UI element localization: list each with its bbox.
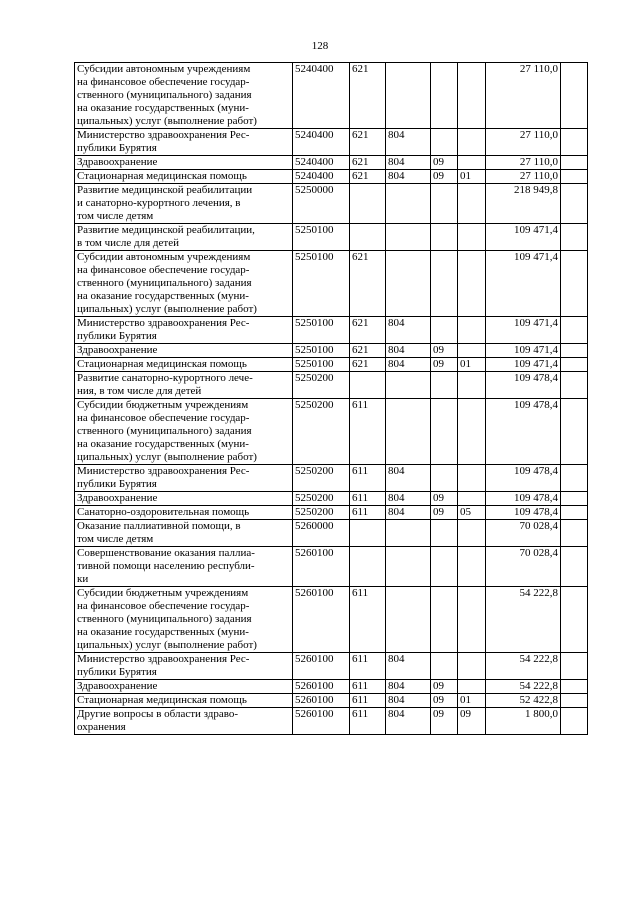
expense-type-code-cell: 611 [350, 506, 386, 520]
subsection-code-cell [458, 653, 486, 680]
department-code-cell [386, 547, 431, 587]
empty-cell [561, 465, 588, 492]
empty-cell [561, 547, 588, 587]
section-code-cell [431, 317, 458, 344]
amount-cell: 27 110,0 [486, 170, 561, 184]
section-code-cell [431, 63, 458, 129]
empty-cell [561, 344, 588, 358]
department-code-cell: 804 [386, 317, 431, 344]
subsection-code-cell [458, 465, 486, 492]
subsection-code-cell [458, 587, 486, 653]
row-name-cell: Стационарная медицинская помощь [75, 170, 293, 184]
row-name-cell: Субсидии бюджетным учреждениям на финансовое обеспечение государ- ственного (муниципального) задания на оказание государственных (муни- ципальных) услуг (выполнение работ) [75, 587, 293, 653]
department-code-cell: 804 [386, 344, 431, 358]
amount-cell: 218 949,8 [486, 184, 561, 224]
row-name-cell: Развитие медицинской реабилитации и санаторно-курортного лечения, в том числе детям [75, 184, 293, 224]
amount-cell: 27 110,0 [486, 63, 561, 129]
row-name-cell: Развитие медицинской реабилитации, в том числе для детей [75, 224, 293, 251]
empty-cell [561, 156, 588, 170]
row-name-cell: Министерство здравоохранения Рес- публики Бурятия [75, 465, 293, 492]
row-name-cell: Стационарная медицинская помощь [75, 358, 293, 372]
empty-cell [561, 317, 588, 344]
amount-cell: 70 028,4 [486, 547, 561, 587]
section-code-cell [431, 251, 458, 317]
subsection-code-cell [458, 680, 486, 694]
department-code-cell: 804 [386, 129, 431, 156]
row-name-cell: Субсидии автономным учреждениям на финансовое обеспечение государ- ственного (муниципального) задания на оказание государственных (муни- ципальных) услуг (выполнение работ) [75, 63, 293, 129]
expense-type-code-cell: 621 [350, 358, 386, 372]
amount-cell: 70 028,4 [486, 520, 561, 547]
subsection-code-cell [458, 547, 486, 587]
table-row [75, 358, 588, 372]
table-row [75, 170, 588, 184]
expense-type-code-cell: 621 [350, 317, 386, 344]
row-name-cell: Здравоохранение [75, 156, 293, 170]
subsection-code-cell [458, 344, 486, 358]
section-code-cell: 09 [431, 708, 458, 735]
expense-type-code-cell [350, 372, 386, 399]
row-name-cell: Другие вопросы в области здраво- охранения [75, 708, 293, 735]
target-article-code-cell: 5240400 [293, 129, 350, 156]
amount-cell: 54 222,8 [486, 680, 561, 694]
amount-cell: 109 471,4 [486, 358, 561, 372]
section-code-cell [431, 587, 458, 653]
department-code-cell: 804 [386, 492, 431, 506]
table-row [75, 694, 588, 708]
section-code-cell: 09 [431, 492, 458, 506]
subsection-code-cell: 01 [458, 358, 486, 372]
table-row [75, 506, 588, 520]
table-row [75, 129, 588, 156]
table-row [75, 587, 588, 653]
target-article-code-cell: 5250200 [293, 465, 350, 492]
subsection-code-cell [458, 251, 486, 317]
department-code-cell [386, 184, 431, 224]
section-code-cell [431, 224, 458, 251]
row-name-cell: Здравоохранение [75, 680, 293, 694]
table-row [75, 399, 588, 465]
department-code-cell [386, 251, 431, 317]
empty-cell [561, 372, 588, 399]
expense-type-code-cell: 611 [350, 492, 386, 506]
target-article-code-cell: 5250100 [293, 358, 350, 372]
section-code-cell [431, 465, 458, 492]
target-article-code-cell: 5250200 [293, 399, 350, 465]
expense-type-code-cell: 611 [350, 708, 386, 735]
target-article-code-cell: 5250200 [293, 506, 350, 520]
expense-type-code-cell: 611 [350, 465, 386, 492]
empty-cell [561, 63, 588, 129]
table-row [75, 224, 588, 251]
target-article-code-cell: 5250100 [293, 317, 350, 344]
row-name-cell: Стационарная медицинская помощь [75, 694, 293, 708]
page-number: 128 [311, 40, 329, 52]
amount-cell: 109 471,4 [486, 251, 561, 317]
table-row [75, 465, 588, 492]
expense-type-code-cell: 621 [350, 129, 386, 156]
department-code-cell: 804 [386, 465, 431, 492]
department-code-cell [386, 587, 431, 653]
section-code-cell [431, 520, 458, 547]
budget-table-body [75, 63, 588, 735]
row-name-cell: Развитие санаторно-курортного лече- ния, в том числе для детей [75, 372, 293, 399]
subsection-code-cell [458, 156, 486, 170]
subsection-code-cell [458, 317, 486, 344]
table-row [75, 344, 588, 358]
empty-cell [561, 251, 588, 317]
expense-type-code-cell: 611 [350, 680, 386, 694]
target-article-code-cell: 5240400 [293, 156, 350, 170]
empty-cell [561, 653, 588, 680]
subsection-code-cell [458, 492, 486, 506]
section-code-cell: 09 [431, 694, 458, 708]
department-code-cell: 804 [386, 708, 431, 735]
subsection-code-cell [458, 129, 486, 156]
empty-cell [561, 680, 588, 694]
table-row [75, 680, 588, 694]
amount-cell: 109 471,4 [486, 344, 561, 358]
expense-type-code-cell [350, 520, 386, 547]
budget-table [74, 62, 588, 735]
expense-type-code-cell [350, 184, 386, 224]
amount-cell: 109 471,4 [486, 224, 561, 251]
empty-cell [561, 708, 588, 735]
amount-cell: 27 110,0 [486, 156, 561, 170]
expense-type-code-cell: 611 [350, 587, 386, 653]
row-name-cell: Министерство здравоохранения Рес- публики Бурятия [75, 317, 293, 344]
section-code-cell: 09 [431, 506, 458, 520]
target-article-code-cell: 5250200 [293, 372, 350, 399]
expense-type-code-cell: 611 [350, 653, 386, 680]
section-code-cell: 09 [431, 170, 458, 184]
table-row [75, 156, 588, 170]
target-article-code-cell: 5260000 [293, 520, 350, 547]
section-code-cell: 09 [431, 156, 458, 170]
department-code-cell: 804 [386, 653, 431, 680]
empty-cell [561, 184, 588, 224]
table-row [75, 547, 588, 587]
target-article-code-cell: 5250200 [293, 492, 350, 506]
expense-type-code-cell [350, 224, 386, 251]
subsection-code-cell [458, 224, 486, 251]
empty-cell [561, 506, 588, 520]
table-row [75, 372, 588, 399]
amount-cell: 109 478,4 [486, 372, 561, 399]
empty-cell [561, 129, 588, 156]
target-article-code-cell: 5260100 [293, 653, 350, 680]
section-code-cell [431, 653, 458, 680]
subsection-code-cell: 09 [458, 708, 486, 735]
target-article-code-cell: 5260100 [293, 547, 350, 587]
amount-cell: 109 478,4 [486, 399, 561, 465]
department-code-cell: 804 [386, 170, 431, 184]
table-row [75, 653, 588, 680]
target-article-code-cell: 5240400 [293, 63, 350, 129]
table-row [75, 708, 588, 735]
department-code-cell: 804 [386, 358, 431, 372]
expense-type-code-cell: 621 [350, 251, 386, 317]
subsection-code-cell [458, 399, 486, 465]
section-code-cell [431, 372, 458, 399]
department-code-cell [386, 520, 431, 547]
row-name-cell: Оказание паллиативной помощи, в том числе детям [75, 520, 293, 547]
department-code-cell [386, 224, 431, 251]
target-article-code-cell: 5260100 [293, 680, 350, 694]
department-code-cell [386, 372, 431, 399]
expense-type-code-cell: 611 [350, 694, 386, 708]
table-row [75, 317, 588, 344]
empty-cell [561, 170, 588, 184]
department-code-cell [386, 63, 431, 129]
section-code-cell [431, 399, 458, 465]
department-code-cell: 804 [386, 156, 431, 170]
amount-cell: 109 471,4 [486, 317, 561, 344]
row-name-cell: Санаторно-оздоровительная помощь [75, 506, 293, 520]
department-code-cell: 804 [386, 506, 431, 520]
expense-type-code-cell [350, 547, 386, 587]
table-row [75, 520, 588, 547]
amount-cell: 52 422,8 [486, 694, 561, 708]
row-name-cell: Здравоохранение [75, 344, 293, 358]
amount-cell: 109 478,4 [486, 492, 561, 506]
empty-cell [561, 520, 588, 547]
section-code-cell [431, 129, 458, 156]
empty-cell [561, 224, 588, 251]
expense-type-code-cell: 621 [350, 170, 386, 184]
empty-cell [561, 358, 588, 372]
amount-cell: 1 800,0 [486, 708, 561, 735]
subsection-code-cell: 05 [458, 506, 486, 520]
row-name-cell: Совершенствование оказания паллиа- тивной помощи населению республи- ки [75, 547, 293, 587]
amount-cell: 54 222,8 [486, 587, 561, 653]
target-article-code-cell: 5250100 [293, 344, 350, 358]
row-name-cell: Субсидии автономным учреждениям на финансовое обеспечение государ- ственного (муниципального) задания на оказание государственных (муни- ципальных) услуг (выполнение работ) [75, 251, 293, 317]
subsection-code-cell: 01 [458, 170, 486, 184]
expense-type-code-cell: 621 [350, 344, 386, 358]
target-article-code-cell: 5250100 [293, 251, 350, 317]
subsection-code-cell [458, 372, 486, 399]
row-name-cell: Министерство здравоохранения Рес- публики Бурятия [75, 129, 293, 156]
subsection-code-cell [458, 520, 486, 547]
subsection-code-cell [458, 63, 486, 129]
target-article-code-cell: 5240400 [293, 170, 350, 184]
department-code-cell: 804 [386, 694, 431, 708]
table-row [75, 63, 588, 129]
row-name-cell: Субсидии бюджетным учреждениям на финансовое обеспечение государ- ственного (муниципального) задания на оказание государственных (муни- ципальных) услуг (выполнение работ) [75, 399, 293, 465]
target-article-code-cell: 5260100 [293, 708, 350, 735]
row-name-cell: Здравоохранение [75, 492, 293, 506]
table-row [75, 492, 588, 506]
amount-cell: 27 110,0 [486, 129, 561, 156]
table-row [75, 184, 588, 224]
section-code-cell: 09 [431, 358, 458, 372]
target-article-code-cell: 5260100 [293, 587, 350, 653]
row-name-cell: Министерство здравоохранения Рес- публики Бурятия [75, 653, 293, 680]
section-code-cell: 09 [431, 680, 458, 694]
section-code-cell [431, 547, 458, 587]
target-article-code-cell: 5260100 [293, 694, 350, 708]
expense-type-code-cell: 621 [350, 63, 386, 129]
empty-cell [561, 694, 588, 708]
amount-cell: 109 478,4 [486, 506, 561, 520]
target-article-code-cell: 5250100 [293, 224, 350, 251]
expense-type-code-cell: 611 [350, 399, 386, 465]
section-code-cell: 09 [431, 344, 458, 358]
amount-cell: 54 222,8 [486, 653, 561, 680]
empty-cell [561, 399, 588, 465]
expense-type-code-cell: 621 [350, 156, 386, 170]
amount-cell: 109 478,4 [486, 465, 561, 492]
target-article-code-cell: 5250000 [293, 184, 350, 224]
department-code-cell: 804 [386, 680, 431, 694]
section-code-cell [431, 184, 458, 224]
empty-cell [561, 587, 588, 653]
table-row [75, 251, 588, 317]
subsection-code-cell [458, 184, 486, 224]
empty-cell [561, 492, 588, 506]
subsection-code-cell: 01 [458, 694, 486, 708]
department-code-cell [386, 399, 431, 465]
